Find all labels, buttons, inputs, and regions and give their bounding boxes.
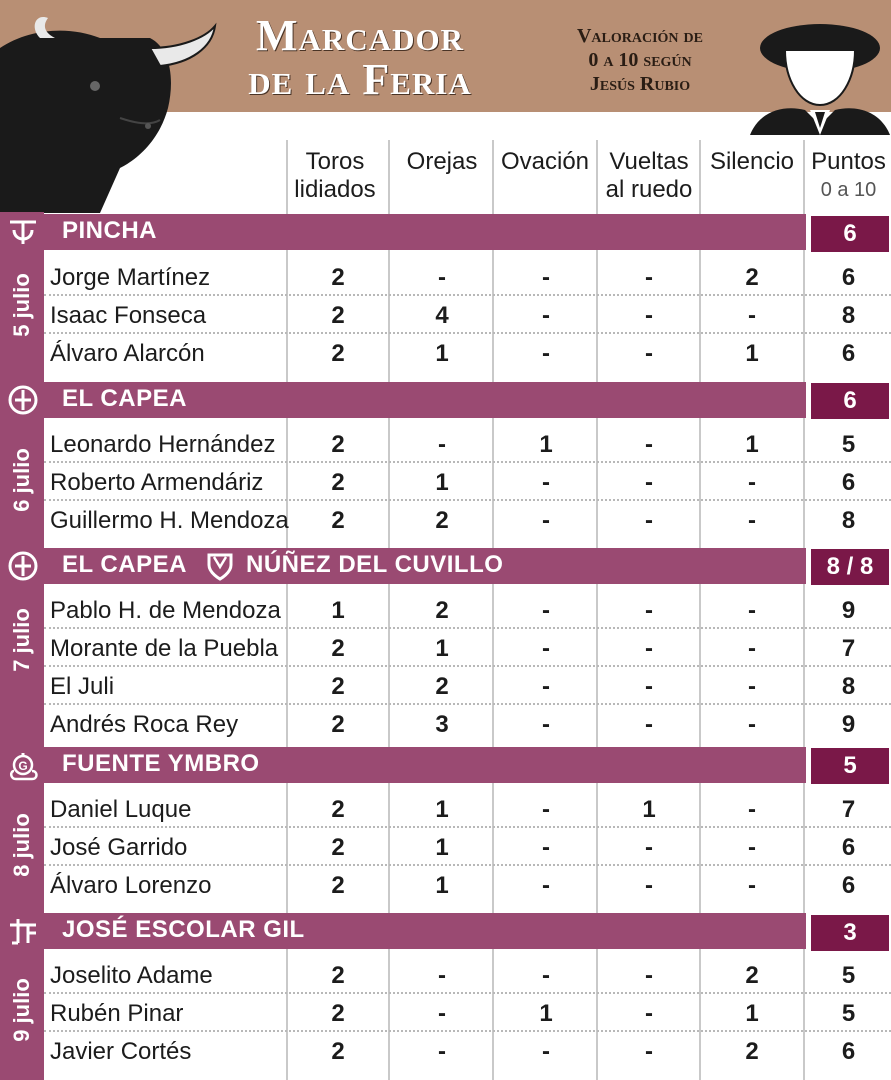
brand-mark-icon	[6, 216, 40, 248]
cell-orejas: 1	[435, 834, 449, 861]
cell-toros: 2	[331, 340, 345, 367]
cell-orejas: -	[438, 264, 446, 291]
col-header-toros: Toros lidiados	[294, 148, 376, 203]
cell-toros: 2	[331, 507, 345, 534]
cell-silencio: -	[748, 711, 756, 738]
cell-ovacion: 1	[539, 431, 553, 458]
cell-orejas: 1	[435, 469, 449, 496]
torero-name: Daniel Luque	[50, 796, 192, 823]
cell-orejas: -	[438, 1000, 446, 1027]
cell-toros: 2	[331, 1038, 345, 1065]
table-row	[44, 591, 891, 629]
cell-ovacion: -	[542, 597, 550, 624]
cell-vueltas: -	[645, 469, 653, 496]
ganaderia-score: 5	[811, 748, 889, 784]
col-header-orejas: Orejas	[406, 148, 478, 175]
ganaderia-score: 6	[811, 216, 889, 252]
col-header-vueltas: Vueltas al ruedo	[605, 148, 693, 203]
cell-puntos: 6	[841, 872, 856, 899]
table-row	[44, 667, 891, 705]
cell-silencio: 2	[745, 962, 759, 989]
cell-vueltas: -	[645, 962, 653, 989]
torero-name: Guillermo H. Mendoza	[50, 507, 289, 534]
cell-vueltas: -	[645, 340, 653, 367]
table-row	[44, 994, 891, 1032]
cell-silencio: 1	[745, 431, 759, 458]
cell-toros: 1	[331, 597, 345, 624]
page-subtitle: Valoración de 0 a 10 según Jesús Rubio	[576, 25, 703, 95]
cell-toros: 2	[331, 872, 345, 899]
table-row	[44, 425, 891, 463]
anchor-brand-icon	[6, 550, 40, 582]
cell-vueltas: -	[645, 1000, 653, 1027]
ganaderia-name: EL CAPEA	[62, 551, 187, 578]
table-row	[44, 258, 891, 296]
cell-orejas: -	[438, 431, 446, 458]
cell-toros: 2	[331, 796, 345, 823]
cell-puntos: 7	[841, 796, 856, 823]
cell-orejas: 2	[435, 597, 449, 624]
cell-toros: 2	[331, 635, 345, 662]
cell-puntos: 8	[841, 302, 856, 329]
torero-name: Leonardo Hernández	[50, 431, 276, 458]
cell-ovacion: -	[542, 673, 550, 700]
torero-name: José Garrido	[50, 834, 188, 861]
torero-name: Morante de la Puebla	[50, 635, 279, 662]
date-label: 6 julio	[9, 448, 34, 512]
torero-name: Joselito Adame	[50, 962, 213, 989]
bull-illustration	[0, 8, 230, 213]
cell-vueltas: -	[645, 507, 653, 534]
anchor-brand-icon	[6, 384, 40, 416]
table-row	[44, 463, 891, 501]
table-row	[44, 629, 891, 667]
cell-ovacion: -	[542, 834, 550, 861]
cell-vueltas: -	[645, 635, 653, 662]
cell-silencio: -	[748, 796, 756, 823]
torero-name: Javier Cortés	[50, 1038, 192, 1065]
ganaderia-bar	[0, 548, 806, 584]
cell-puntos: 5	[841, 962, 856, 989]
cell-vueltas: -	[645, 302, 653, 329]
cell-silencio: -	[748, 834, 756, 861]
cell-ovacion: -	[542, 302, 550, 329]
date-label: 8 julio	[9, 813, 34, 877]
table-row	[44, 866, 891, 904]
cell-toros: 2	[331, 469, 345, 496]
cell-puntos: 5	[841, 1000, 856, 1027]
cell-toros: 2	[331, 673, 345, 700]
table-row	[44, 956, 891, 994]
col-header-silencio: Silencio	[709, 148, 795, 175]
cell-orejas: -	[438, 1038, 446, 1065]
cell-toros: 2	[331, 834, 345, 861]
cell-silencio: 2	[745, 1038, 759, 1065]
cell-puntos: 7	[841, 635, 856, 662]
cell-orejas: 1	[435, 796, 449, 823]
cell-vueltas: -	[645, 264, 653, 291]
torero-name: Álvaro Alarcón	[50, 340, 205, 367]
cell-orejas: -	[438, 962, 446, 989]
table-row	[44, 1032, 891, 1070]
cell-orejas: 2	[435, 673, 449, 700]
cell-toros: 2	[331, 264, 345, 291]
g-brand-icon	[6, 749, 40, 781]
cell-vueltas: -	[645, 673, 653, 700]
cell-vueltas: -	[645, 834, 653, 861]
cell-puntos: 6	[841, 264, 856, 291]
torero-name: Isaac Fonseca	[50, 302, 207, 329]
ganaderia-name: PINCHA	[62, 217, 158, 244]
table-row	[44, 334, 891, 372]
torero-illustration	[745, 10, 891, 135]
cell-toros: 2	[331, 431, 345, 458]
cell-silencio: -	[748, 635, 756, 662]
cell-ovacion: -	[542, 507, 550, 534]
cell-orejas: 1	[435, 635, 449, 662]
cell-vueltas: -	[645, 431, 653, 458]
torero-name: El Juli	[50, 673, 115, 700]
cell-silencio: 1	[745, 1000, 759, 1027]
cell-puntos: 9	[841, 597, 856, 624]
cell-puntos: 6	[841, 340, 856, 367]
page-title: Marcador de la Feria	[248, 11, 472, 104]
torero-name: Rubén Pinar	[50, 1000, 184, 1027]
cross-brand-icon	[6, 915, 40, 947]
cell-vueltas: -	[645, 711, 653, 738]
torero-name: Pablo H. de Mendoza	[50, 597, 281, 624]
cell-toros: 2	[331, 302, 345, 329]
cell-puntos: 8	[841, 507, 856, 534]
cell-ovacion: -	[542, 872, 550, 899]
cell-silencio: -	[748, 872, 756, 899]
torero-name: Roberto Armendáriz	[50, 469, 264, 496]
ganaderia-bar	[0, 214, 806, 250]
cell-orejas: 3	[435, 711, 449, 738]
cell-puntos: 8	[841, 673, 856, 700]
cell-silencio: -	[748, 673, 756, 700]
cell-puntos: 6	[841, 834, 856, 861]
cell-orejas: 4	[435, 302, 449, 329]
table-row	[44, 828, 891, 866]
cell-toros: 2	[331, 962, 345, 989]
ganaderia-bar	[0, 382, 806, 418]
col-header-ovacion: Ovación	[500, 148, 590, 175]
date-label: 7 julio	[9, 608, 34, 672]
cell-orejas: 2	[435, 507, 449, 534]
cell-silencio: -	[748, 469, 756, 496]
ganaderia-bar	[0, 747, 806, 783]
table-row	[44, 790, 891, 828]
cell-silencio: 2	[745, 264, 759, 291]
cell-puntos: 5	[841, 431, 856, 458]
cell-orejas: 1	[435, 872, 449, 899]
date-label: 5 julio	[9, 273, 34, 337]
cell-ovacion: 1	[539, 1000, 553, 1027]
cell-puntos: 6	[841, 1038, 856, 1065]
cell-ovacion: -	[542, 796, 550, 823]
svg-text:G: G	[18, 759, 28, 773]
cell-ovacion: -	[542, 962, 550, 989]
cell-ovacion: -	[542, 469, 550, 496]
ganaderia-score: 3	[811, 915, 889, 951]
table-row	[44, 501, 891, 539]
ganaderia-score: 6	[811, 383, 889, 419]
cell-puntos: 9	[841, 711, 856, 738]
cell-toros: 2	[331, 1000, 345, 1027]
ganaderia-name: JOSÉ ESCOLAR GIL	[62, 916, 305, 943]
torero-name: Jorge Martínez	[50, 264, 211, 291]
cell-silencio: -	[748, 302, 756, 329]
cell-ovacion: -	[542, 635, 550, 662]
ganaderia-name: FUENTE YMBRO	[62, 750, 260, 777]
ganaderia-bar	[0, 913, 806, 949]
cell-vueltas: -	[645, 597, 653, 624]
col-header-puntos: Puntos 0 a 10	[811, 148, 886, 201]
cell-toros: 2	[331, 711, 345, 738]
cell-vueltas: 1	[642, 796, 656, 823]
cell-orejas: 1	[435, 340, 449, 367]
cell-ovacion: -	[542, 711, 550, 738]
table-row	[44, 705, 891, 743]
cell-silencio: 1	[745, 340, 759, 367]
date-label: 9 julio	[9, 978, 34, 1042]
cell-vueltas: -	[645, 872, 653, 899]
ganaderia-name-secondary: NÚÑEZ DEL CUVILLO	[246, 551, 504, 578]
cell-ovacion: -	[542, 1038, 550, 1065]
shield-brand-icon	[205, 551, 235, 581]
cell-ovacion: -	[542, 340, 550, 367]
cell-ovacion: -	[542, 264, 550, 291]
ganaderia-name: EL CAPEA	[62, 385, 187, 412]
cell-silencio: -	[748, 597, 756, 624]
cell-silencio: -	[748, 507, 756, 534]
cell-vueltas: -	[645, 1038, 653, 1065]
table-row	[44, 296, 891, 334]
torero-name: Andrés Roca Rey	[50, 711, 239, 738]
cell-puntos: 6	[841, 469, 856, 496]
ganaderia-score: 8 / 8	[811, 549, 889, 585]
torero-name: Álvaro Lorenzo	[50, 872, 212, 899]
